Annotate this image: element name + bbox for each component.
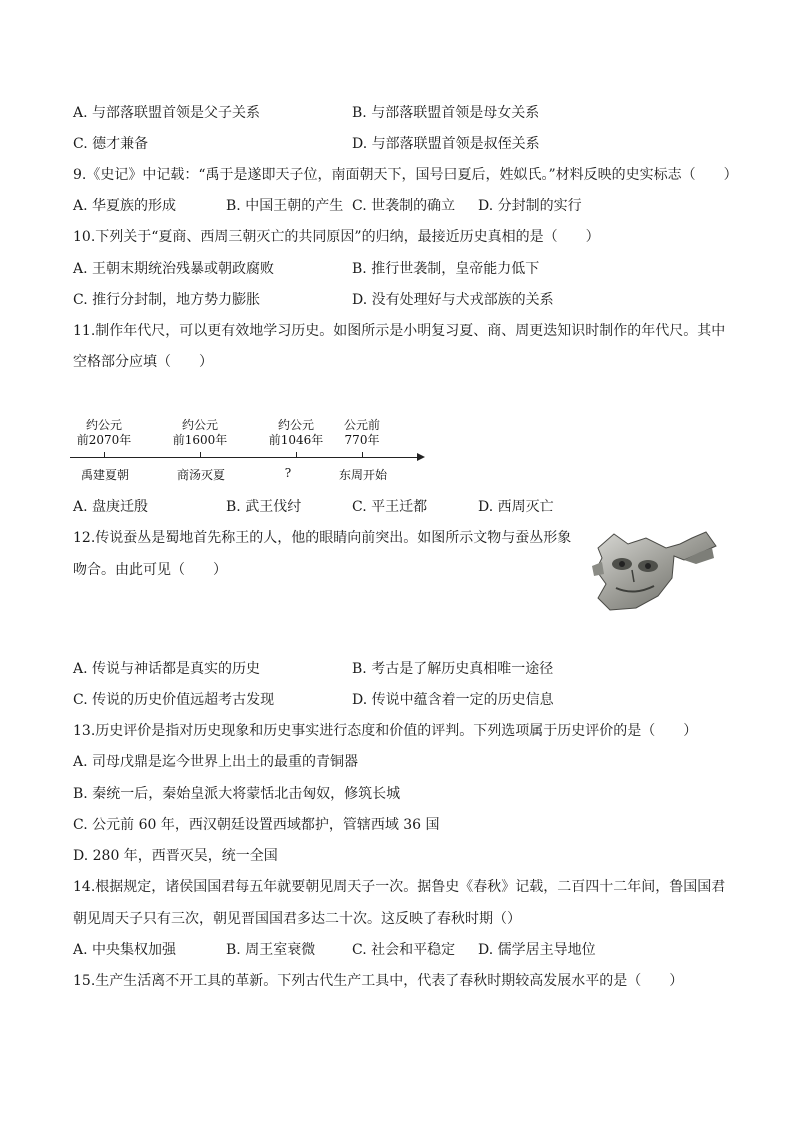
q14-option-c: C. 社会和平稳定 xyxy=(352,942,456,958)
q9-option-d: D. 分封制的实行 xyxy=(478,198,582,214)
q11-option-a: A. 盘庚迁殷 xyxy=(73,499,149,515)
q8-option-a: A. 与部落联盟首领是父子关系 xyxy=(73,105,261,121)
timeline-event-4: 东周开始 xyxy=(338,468,387,482)
q12-option-c: C. 传说的历史价值远超考古发现 xyxy=(73,692,275,708)
timeline-figure xyxy=(70,418,430,488)
q13-option-a: A. 司母戊鼎是迄今世界上出土的最重的青铜器 xyxy=(73,754,359,770)
q12-option-d: D. 传说中蕴含着一定的历史信息 xyxy=(352,692,554,708)
q12-stem-line1: 12.传说蚕丛是蜀地首先称王的人，他的眼睛向前突出。如图所示文物与蚕丛形象 xyxy=(73,530,572,546)
q10-option-b: B. 推行世袭制，皇帝能力低下 xyxy=(352,261,540,277)
q8-option-d: D. 与部落联盟首领是叔侄关系 xyxy=(352,136,540,152)
q14-option-d: D. 儒学居主导地位 xyxy=(478,942,596,958)
q11-stem-line2: 空格部分应填（ ） xyxy=(73,354,213,370)
timeline-date-3: 约公元 前1046年 xyxy=(268,418,324,447)
timeline-arrow xyxy=(417,453,425,461)
q10-option-a: A. 王朝末期统治残暴或朝政腐败 xyxy=(73,261,275,277)
timeline-axis xyxy=(70,457,420,458)
timeline-date-2: 约公元 前1600年 xyxy=(172,418,228,447)
timeline-tick xyxy=(200,452,201,457)
q14-stem-line1: 14.根据规定，诸侯国国君每五年就要朝见周天子一次。据鲁史《春秋》记载，二百四十二年间，鲁国国君 xyxy=(73,879,726,895)
q8-option-c: C. 德才兼备 xyxy=(73,136,149,152)
timeline-date-4: 公元前 770年 xyxy=(343,418,380,447)
timeline-event-1: 禹建夏朝 xyxy=(80,468,129,482)
timeline-date-1: 约公元 前2070年 xyxy=(76,418,132,447)
q14-stem-line2: 朝见周天子只有三次，朝见晋国国君多达二十次。这反映了春秋时期（） xyxy=(73,911,521,927)
q12-option-a: A. 传说与神话都是真实的历史 xyxy=(73,661,261,677)
timeline-event-2: 商汤灭夏 xyxy=(176,468,225,482)
q13-stem: 13.历史评价是指对历史现象和历史事实进行态度和价值的评判。下列选项属于历史评价的是（ ） xyxy=(73,723,698,739)
timeline-tick xyxy=(104,452,105,457)
q15-stem: 15.生产生活离不开工具的革新。下列古代生产工具中，代表了春秋时期较高发展水平的是（ ） xyxy=(73,973,684,989)
q11-option-c: C. 平王迁都 xyxy=(352,499,428,515)
q12-stem-line2: 吻合。由此可见（ ） xyxy=(73,562,227,578)
q11-option-b: B. 武王伐纣 xyxy=(226,499,302,515)
timeline-event-3: ? xyxy=(284,466,292,480)
q13-option-d: D. 280 年，西晋灭吴，统一全国 xyxy=(73,848,278,864)
q10-option-c: C. 推行分封制，地方势力膨胀 xyxy=(73,292,261,308)
q14-option-a: A. 中央集权加强 xyxy=(73,942,177,958)
q10-stem: 10.下列关于“夏商、西周三朝灭亡的共同原因”的归纳，最接近历史真相的是（ ） xyxy=(73,229,600,245)
q11-option-d: D. 西周灭亡 xyxy=(478,499,554,515)
q11-stem-line1: 11.制作年代尺，可以更有效地学习历史。如图所示是小明复习夏、商、周更迭知识时制作的年代尺。其中 xyxy=(73,323,726,339)
q13-option-b: B. 秦统一后，秦始皇派大将蒙恬北击匈奴，修筑长城 xyxy=(73,786,401,802)
q9-option-b: B. 中国王朝的产生 xyxy=(226,198,344,214)
q10-option-d: D. 没有处理好与犬戎部族的关系 xyxy=(352,292,554,308)
timeline-tick xyxy=(362,452,363,457)
timeline-tick xyxy=(296,452,297,457)
q14-option-b: B. 周王室衰微 xyxy=(226,942,316,958)
q12-option-b: B. 考古是了解历史真相唯一途径 xyxy=(352,661,554,677)
bronze-mask-image xyxy=(588,526,720,618)
q9-option-a: A. 华夏族的形成 xyxy=(73,198,177,214)
q9-stem: 9.《史记》中记载：“禹于是遂即天子位，南面朝天下，国号曰夏后，姓姒氏。”材料反映的史实标志（ ） xyxy=(73,167,738,183)
q8-option-b: B. 与部落联盟首领是母女关系 xyxy=(352,105,540,121)
q9-option-c: C. 世袭制的确立 xyxy=(352,198,456,214)
q13-option-c: C. 公元前 60 年，西汉朝廷设置西域都护，管辖西域 36 国 xyxy=(73,817,440,833)
